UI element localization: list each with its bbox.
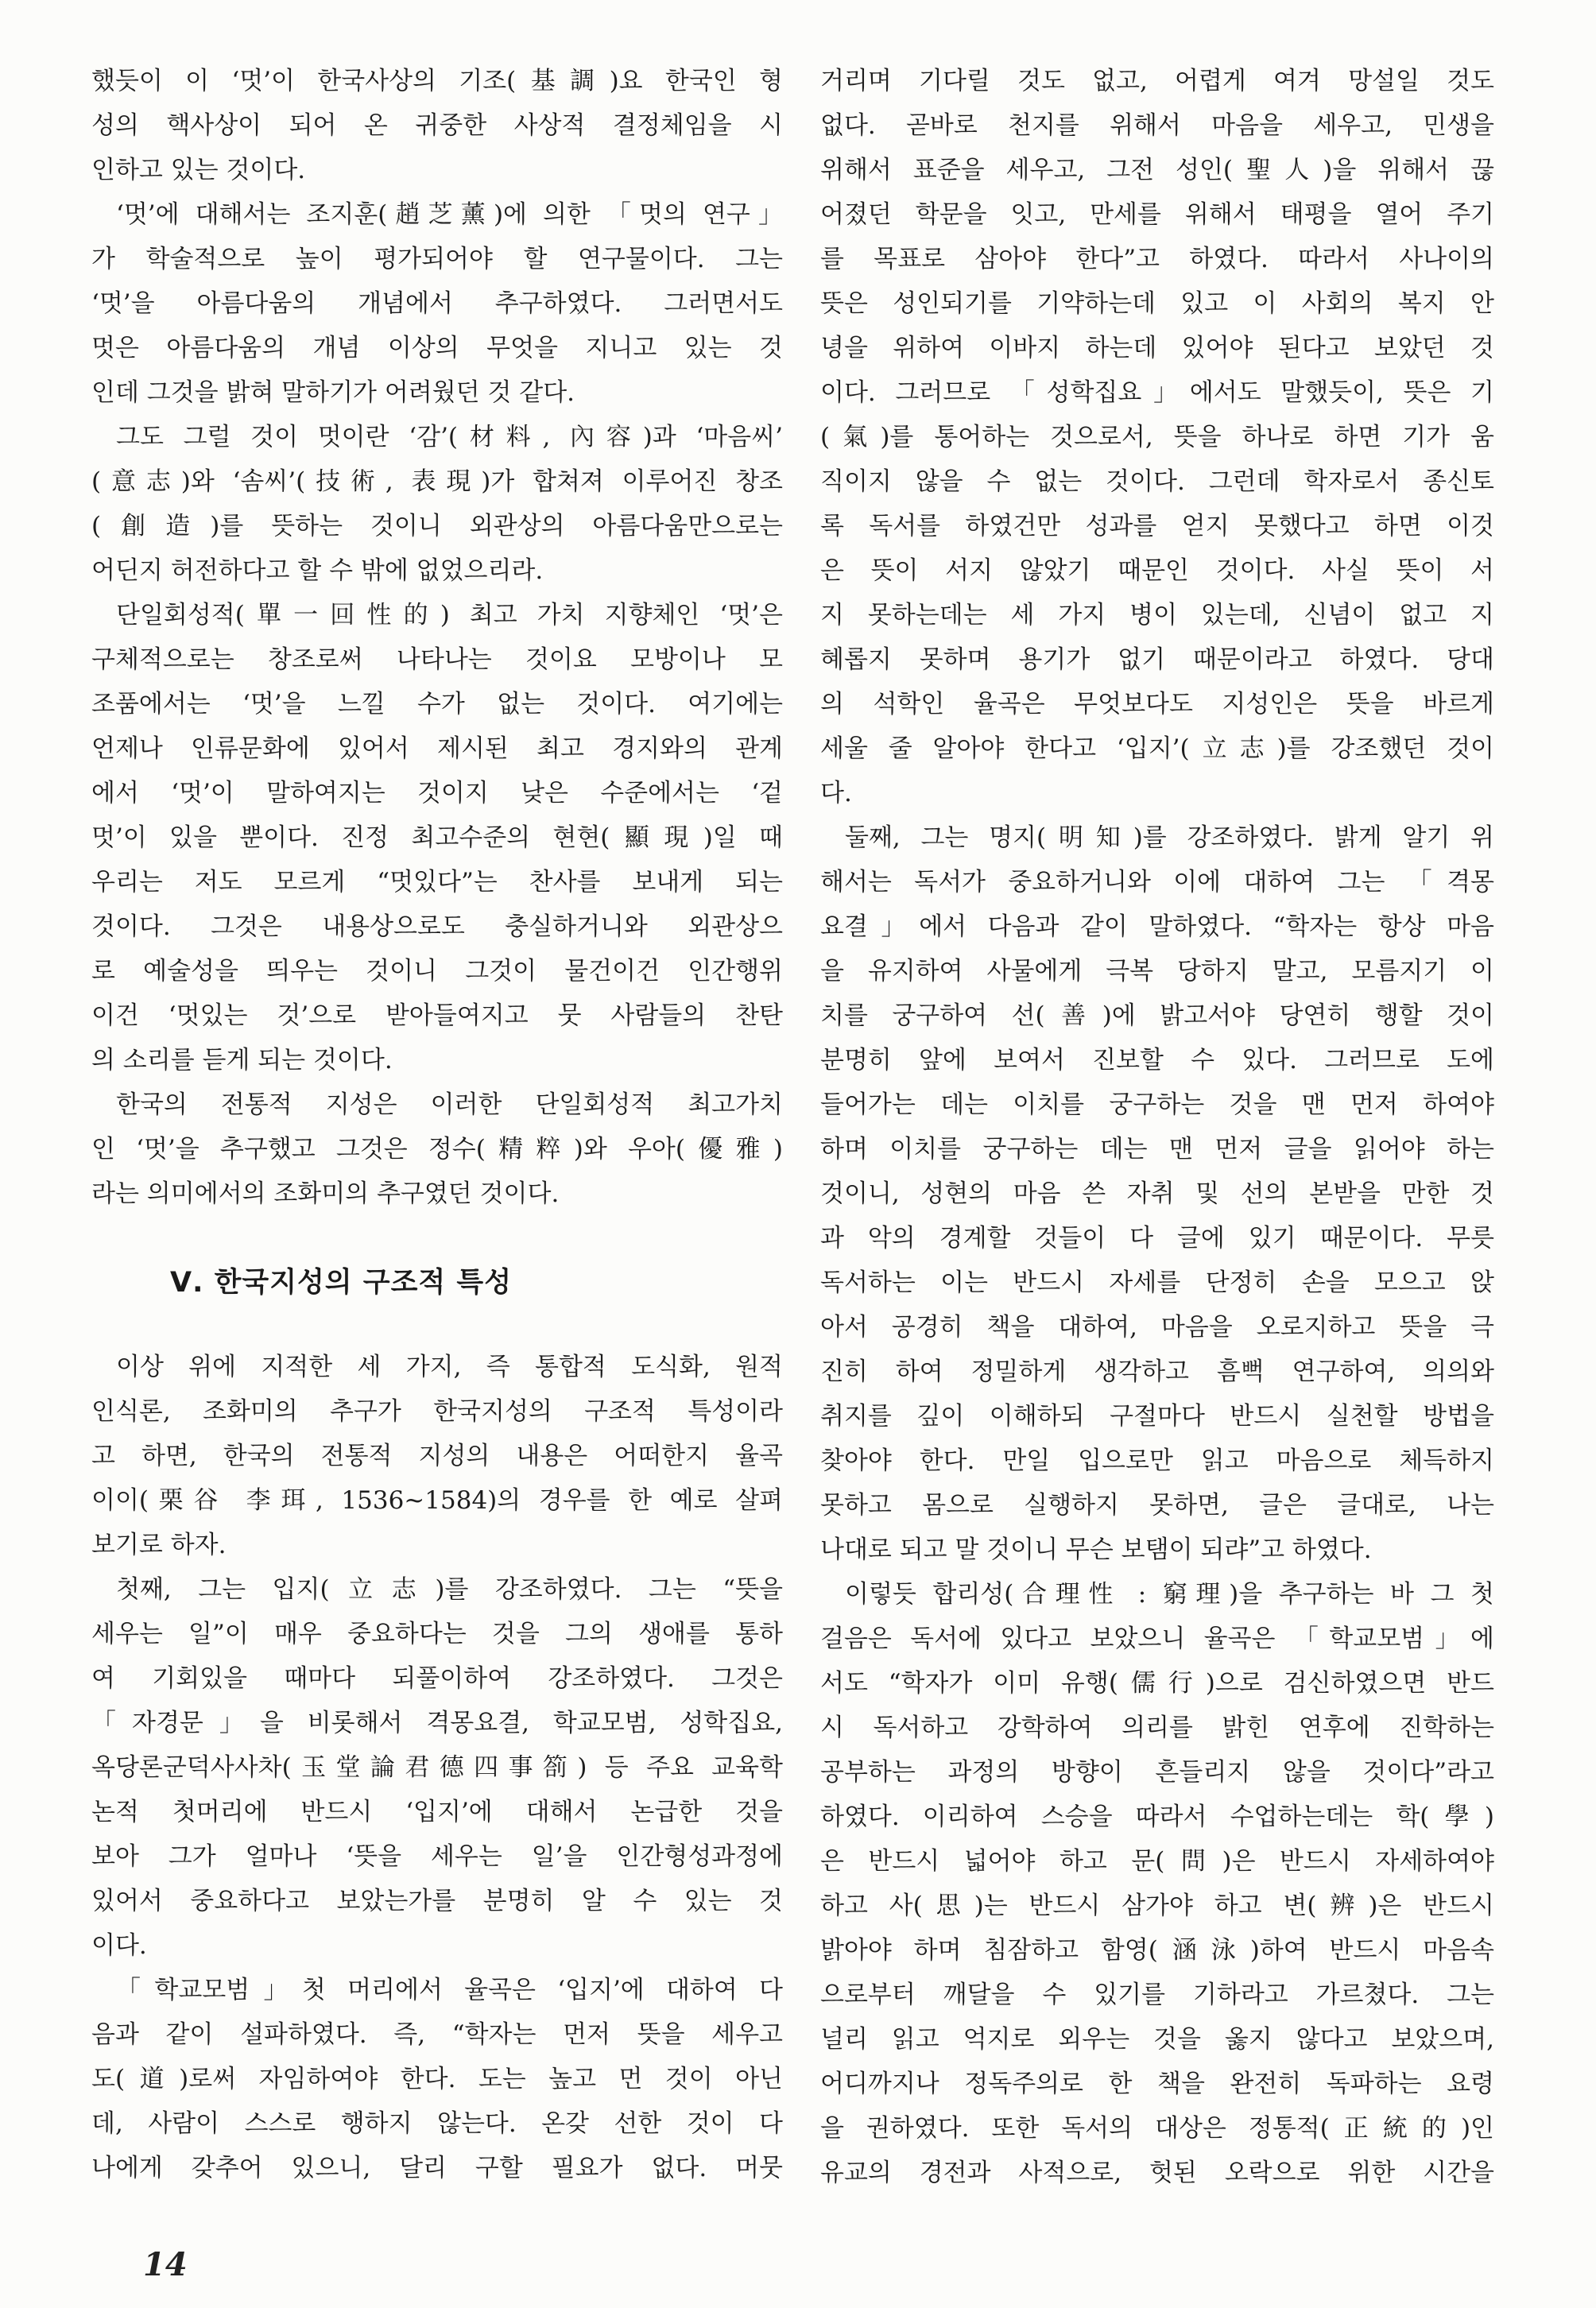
text-line: 치를 궁구하여 선(善)에 밝고서야 당연히 행할 것이 — [820, 1001, 1494, 1030]
text-line: 밝아야 하며 침잠하고 함영(涵泳)하여 반드시 마음속 — [820, 1936, 1494, 1965]
text-line: 의 소리를 듣게 되는 것이다. — [91, 1046, 393, 1075]
text-line: 음과 같이 설파하였다. 즉, “학자는 먼저 뜻을 세우고 — [91, 2020, 783, 2049]
text-line: 어디까지나 정독주의로 한 책을 완전히 독파하는 요령 — [820, 2070, 1494, 2098]
text-line: 가 학술적으로 높이 평가되어야 할 연구물이다. 그는 — [91, 245, 783, 273]
paragraph — [91, 192, 783, 415]
text-line: 도(道)로써 자임하여야 한다. 도는 높고 먼 것이 아닌 — [91, 2065, 783, 2093]
text-line: 보아 그가 얼마나 ‘뜻을 세우는 일’을 인간형성과정에 — [91, 1842, 783, 1871]
text-line: 에서 ‘멋’이 말하여지는 것이지 낮은 수준에서는 ‘겉 — [91, 779, 783, 807]
text-line: 인하고 있는 것이다. — [91, 156, 306, 184]
text-line: 서도 “학자가 이미 유행(儒行)으로 검신하였으면 반드 — [820, 1669, 1494, 1698]
text-line: 「자경문」을 비롯해서 격몽요결, 학교모범, 성학집요, — [91, 1709, 783, 1737]
text-line: 을 유지하여 사물에게 극복 당하지 말고, 모름지기 이 — [820, 957, 1494, 986]
text-line: 「학교모범」첫 머리에서 율곡은 ‘입지’에 대하여 다 — [116, 1976, 783, 2004]
text-line: (意志)와 ‘솜씨’(技術, 表現)가 합쳐져 이루어진 창조 — [91, 467, 783, 496]
text-line: 들어가는 데는 이치를 궁구하는 것을 맨 먼저 하여야 — [820, 1090, 1494, 1119]
text-line: 있어서 중요하다고 보았는가를 분명히 알 수 있는 것 — [91, 1887, 783, 1915]
text-line: 요결」에서 다음과 같이 말하였다. “학자는 항상 마음 — [820, 912, 1494, 941]
text-line: 라는 의미에서의 조화미의 추구였던 것이다. — [91, 1179, 560, 1208]
text-line: 이다. 그러므로 「성학집요」에서도 말했듯이, 뜻은 기 — [820, 378, 1494, 407]
text-line: 이렇듯 합리성(合理性 : 窮理)을 추구하는 바 그 첫 — [845, 1580, 1494, 1609]
paragraph — [91, 1567, 783, 1968]
text-line: 진히 하여 정밀하게 생각하고 흠뻑 연구하여, 의의와 — [820, 1357, 1494, 1386]
page-number: 14 — [143, 2246, 188, 2283]
section-heading: Ⅴ. 한국지성의 구조적 특성 — [170, 1267, 513, 1299]
text-line: 세우는 일”이 매우 중요하다는 것을 그의 생애를 통하 — [91, 1620, 783, 1648]
text-line: 여 기회있을 때마다 되풀이하여 강조하였다. 그것은 — [91, 1664, 783, 1693]
text-line: 이건 ‘멋있는 것’으로 받아들여지고 뭇 사람들의 찬탄 — [91, 1001, 783, 1030]
text-line: 혜롭지 못하며 용기가 없기 때문이라고 하였다. 당대 — [820, 645, 1494, 674]
paragraph — [91, 1082, 783, 1216]
text-line: 것이다. 그것은 내용상으로도 충실하거니와 외관상으 — [91, 912, 783, 941]
text-line: 걸음은 독서에 있다고 보았으니 율곡은 「학교모범」에 — [820, 1625, 1494, 1653]
text-line: ‘멋’에 대해서는 조지훈(趙芝薰)에 의한 「멋의 연구」 — [116, 200, 783, 229]
text-line: ‘멋’을 아름다움의 개념에서 추구하였다. 그러면서도 — [91, 289, 783, 318]
text-line: 이상 위에 지적한 세 가지, 즉 통합적 도식화, 원적 — [116, 1353, 783, 1381]
text-line: (氣)를 통어하는 것으로서, 뜻을 하나로 하면 기가 움 — [820, 423, 1494, 451]
text-line: 둘째, 그는 명지(明知)를 강조하였다. 밝게 알기 위 — [845, 823, 1494, 852]
text-line: 해서는 독서가 중요하거니와 이에 대하여 그는 「격몽 — [820, 868, 1494, 896]
text-line: 로 예술성을 띄우는 것이니 그것이 물건이건 인간행위 — [91, 957, 783, 986]
text-line: 거리며 기다릴 것도 없고, 어렵게 여겨 망설일 것도 — [820, 67, 1494, 95]
text-line: 보기로 하자. — [91, 1531, 227, 1559]
text-line: 고 하면, 한국의 전통적 지성의 내용은 어떠한지 율곡 — [91, 1442, 783, 1470]
text-line: 옥당론군덕사사차(玉堂論君德四事箚) 등 주요 교육학 — [91, 1753, 783, 1782]
text-line: 과 악의 경계할 것들이 다 글에 있기 때문이다. 무릇 — [820, 1224, 1494, 1253]
text-line: 멋은 아름다움의 개념 이상의 무엇을 지니고 있는 것 — [91, 334, 783, 362]
text-line: 인식론, 조화미의 추구가 한국지성의 구조적 특성이라 — [91, 1397, 783, 1426]
text-line: (創造)를 뜻하는 것이니 외관상의 아름다움만으로는 — [91, 512, 783, 540]
text-line: 지 못하는데는 세 가지 병이 있는데, 신념이 없고 지 — [820, 601, 1494, 629]
text-line: 나에게 갖추어 있으니, 달리 구할 필요가 없다. 머뭇 — [91, 2154, 783, 2182]
text-line: 으로부터 깨달을 수 있기를 기하라고 가르쳤다. 그는 — [820, 1981, 1494, 2009]
text-line: 한국의 전통적 지성은 이러한 단일회성적 최고가치 — [116, 1090, 783, 1119]
left-column-upper-text — [91, 59, 783, 1216]
text-line: 첫째, 그는 입지(立志)를 강조하였다. 그는 “뜻을 — [116, 1575, 783, 1604]
text-line: 이다. — [91, 1931, 147, 1960]
text-line: 를 목표로 삼아야 한다”고 하였다. 따라서 사나이의 — [820, 245, 1494, 273]
text-line: 데, 사람이 스스로 행하지 않는다. 온갖 선한 것이 다 — [91, 2109, 783, 2138]
text-line: 독서하는 이는 반드시 자세를 단정히 손을 모으고 앉 — [820, 1268, 1494, 1297]
text-line: 록 독서를 하였건만 성과를 얻지 못했다고 하면 이것 — [820, 512, 1494, 540]
text-line: 아서 공경히 책을 대하여, 마음을 오로지하고 뜻을 극 — [820, 1313, 1494, 1342]
text-line: 하였다. 이리하여 스승을 따라서 수업하는데는 학(學) — [820, 1803, 1494, 1831]
text-line: 구체적으로는 창조로써 나타나는 것이요 모방이나 모 — [91, 645, 783, 674]
paragraph — [91, 59, 783, 192]
right-column-text — [820, 59, 1494, 2195]
text-line: 널리 읽고 억지로 외우는 것을 옳지 않다고 보았으며, — [820, 2025, 1494, 2054]
text-line: 이이(栗谷 李珥, 1536~1584)의 경우를 한 예로 살펴 — [91, 1486, 783, 1515]
text-line: 하고 사(思)는 반드시 삼가야 하고 변(辨)은 반드시 — [820, 1892, 1494, 1920]
text-line: 을 권하였다. 또한 독서의 대상은 정통적(正統的)인 — [820, 2114, 1494, 2143]
left-column-lower-text — [91, 1345, 783, 2190]
text-line: 은 반드시 넓어야 하고 문(問)은 반드시 자세하여야 — [820, 1847, 1494, 1876]
text-line: 찾아야 한다. 만일 입으로만 읽고 마음으로 체득하지 — [820, 1446, 1494, 1475]
text-line: 의 석학인 율곡은 무엇보다도 지성인은 뜻을 바르게 — [820, 690, 1494, 718]
text-line: 어졌던 학문을 잇고, 만세를 위해서 태평을 열어 주기 — [820, 200, 1494, 229]
text-line: 성의 핵사상이 되어 온 귀중한 사상적 결정체임을 시 — [91, 111, 783, 140]
text-line: 했듯이 이 ‘멋’이 한국사상의 기조(基調)요 한국인 형 — [91, 67, 783, 95]
text-line: 못하고 몸으로 실행하지 못하면, 글은 글대로, 나는 — [820, 1491, 1494, 1520]
text-line: 나대로 되고 말 것이니 무슨 보탬이 되랴”고 하였다. — [820, 1535, 1372, 1564]
text-line: 우리는 저도 모르게 “멋있다”는 찬사를 보내게 되는 — [91, 868, 783, 896]
text-line: 시 독서하고 강학하여 의리를 밝힌 연후에 진학하는 — [820, 1714, 1494, 1742]
text-line: 은 뜻이 서지 않았기 때문인 것이다. 사실 뜻이 서 — [820, 556, 1494, 585]
text-line: 것이니, 성현의 마음 쓴 자취 및 선의 본받을 만한 것 — [820, 1179, 1494, 1208]
text-line: 다. — [820, 779, 852, 807]
text-line: 분명히 앞에 보여서 진보할 수 있다. 그러므로 도에 — [820, 1046, 1494, 1075]
text-line: 인데 그것을 밝혀 말하기가 어려웠던 것 같다. — [91, 378, 575, 407]
text-line: 세울 줄 알아야 한다고 ‘입지’(立志)를 강조했던 것이 — [820, 734, 1494, 763]
text-line: 논적 첫머리에 반드시 ‘입지’에 대해서 논급한 것을 — [91, 1798, 783, 1826]
text-line: 녕을 위하여 이바지 하는데 있어야 된다고 보았던 것 — [820, 334, 1494, 362]
text-line: 하며 이치를 궁구하는 데는 맨 먼저 글을 읽어야 하는 — [820, 1135, 1494, 1164]
text-line: 위해서 표준을 세우고, 그전 성인(聖人)을 위해서 끊 — [820, 156, 1494, 184]
paragraph — [820, 59, 1494, 815]
text-line: 단일회성적(單一回性的) 최고 가치 지향체인 ‘멋’은 — [116, 601, 783, 629]
text-line: 멋’이 있을 뿐이다. 진정 최고수준의 현현(顯現)일 때 — [91, 823, 783, 852]
paragraph — [820, 1572, 1494, 2195]
paragraph — [91, 593, 783, 1082]
text-line: 뜻은 성인되기를 기약하는데 있고 이 사회의 복지 안 — [820, 289, 1494, 318]
paragraph — [820, 815, 1494, 1572]
text-line: 직이지 않을 수 없는 것이다. 그런데 학자로서 종신토 — [820, 467, 1494, 496]
text-line: 언제나 인류문화에 있어서 제시된 최고 경지와의 관계 — [91, 734, 783, 763]
text-line: 유교의 경전과 사적으로, 헛된 오락으로 위한 시간을 — [820, 2159, 1494, 2187]
paragraph — [91, 415, 783, 593]
paragraph — [91, 1345, 783, 1567]
text-line: 인 ‘멋’을 추구했고 그것은 정수(精粹)와 우아(優雅) — [91, 1135, 783, 1164]
text-line: 조품에서는 ‘멋’을 느낄 수가 없는 것이다. 여기에는 — [91, 690, 783, 718]
text-line: 공부하는 과정의 방향이 흔들리지 않을 것이다”라고 — [820, 1758, 1494, 1787]
text-line: 없다. 곧바로 천지를 위해서 마음을 세우고, 민생을 — [820, 111, 1494, 140]
text-line: 그도 그럴 것이 멋이란 ‘감’(材料, 內容)과 ‘마음씨’ — [116, 423, 783, 451]
paragraph — [91, 1968, 783, 2190]
text-line: 어딘지 허전하다고 할 수 밖에 없었으리라. — [91, 556, 544, 585]
text-line: 취지를 깊이 이해하되 구절마다 반드시 실천할 방법을 — [820, 1402, 1494, 1431]
